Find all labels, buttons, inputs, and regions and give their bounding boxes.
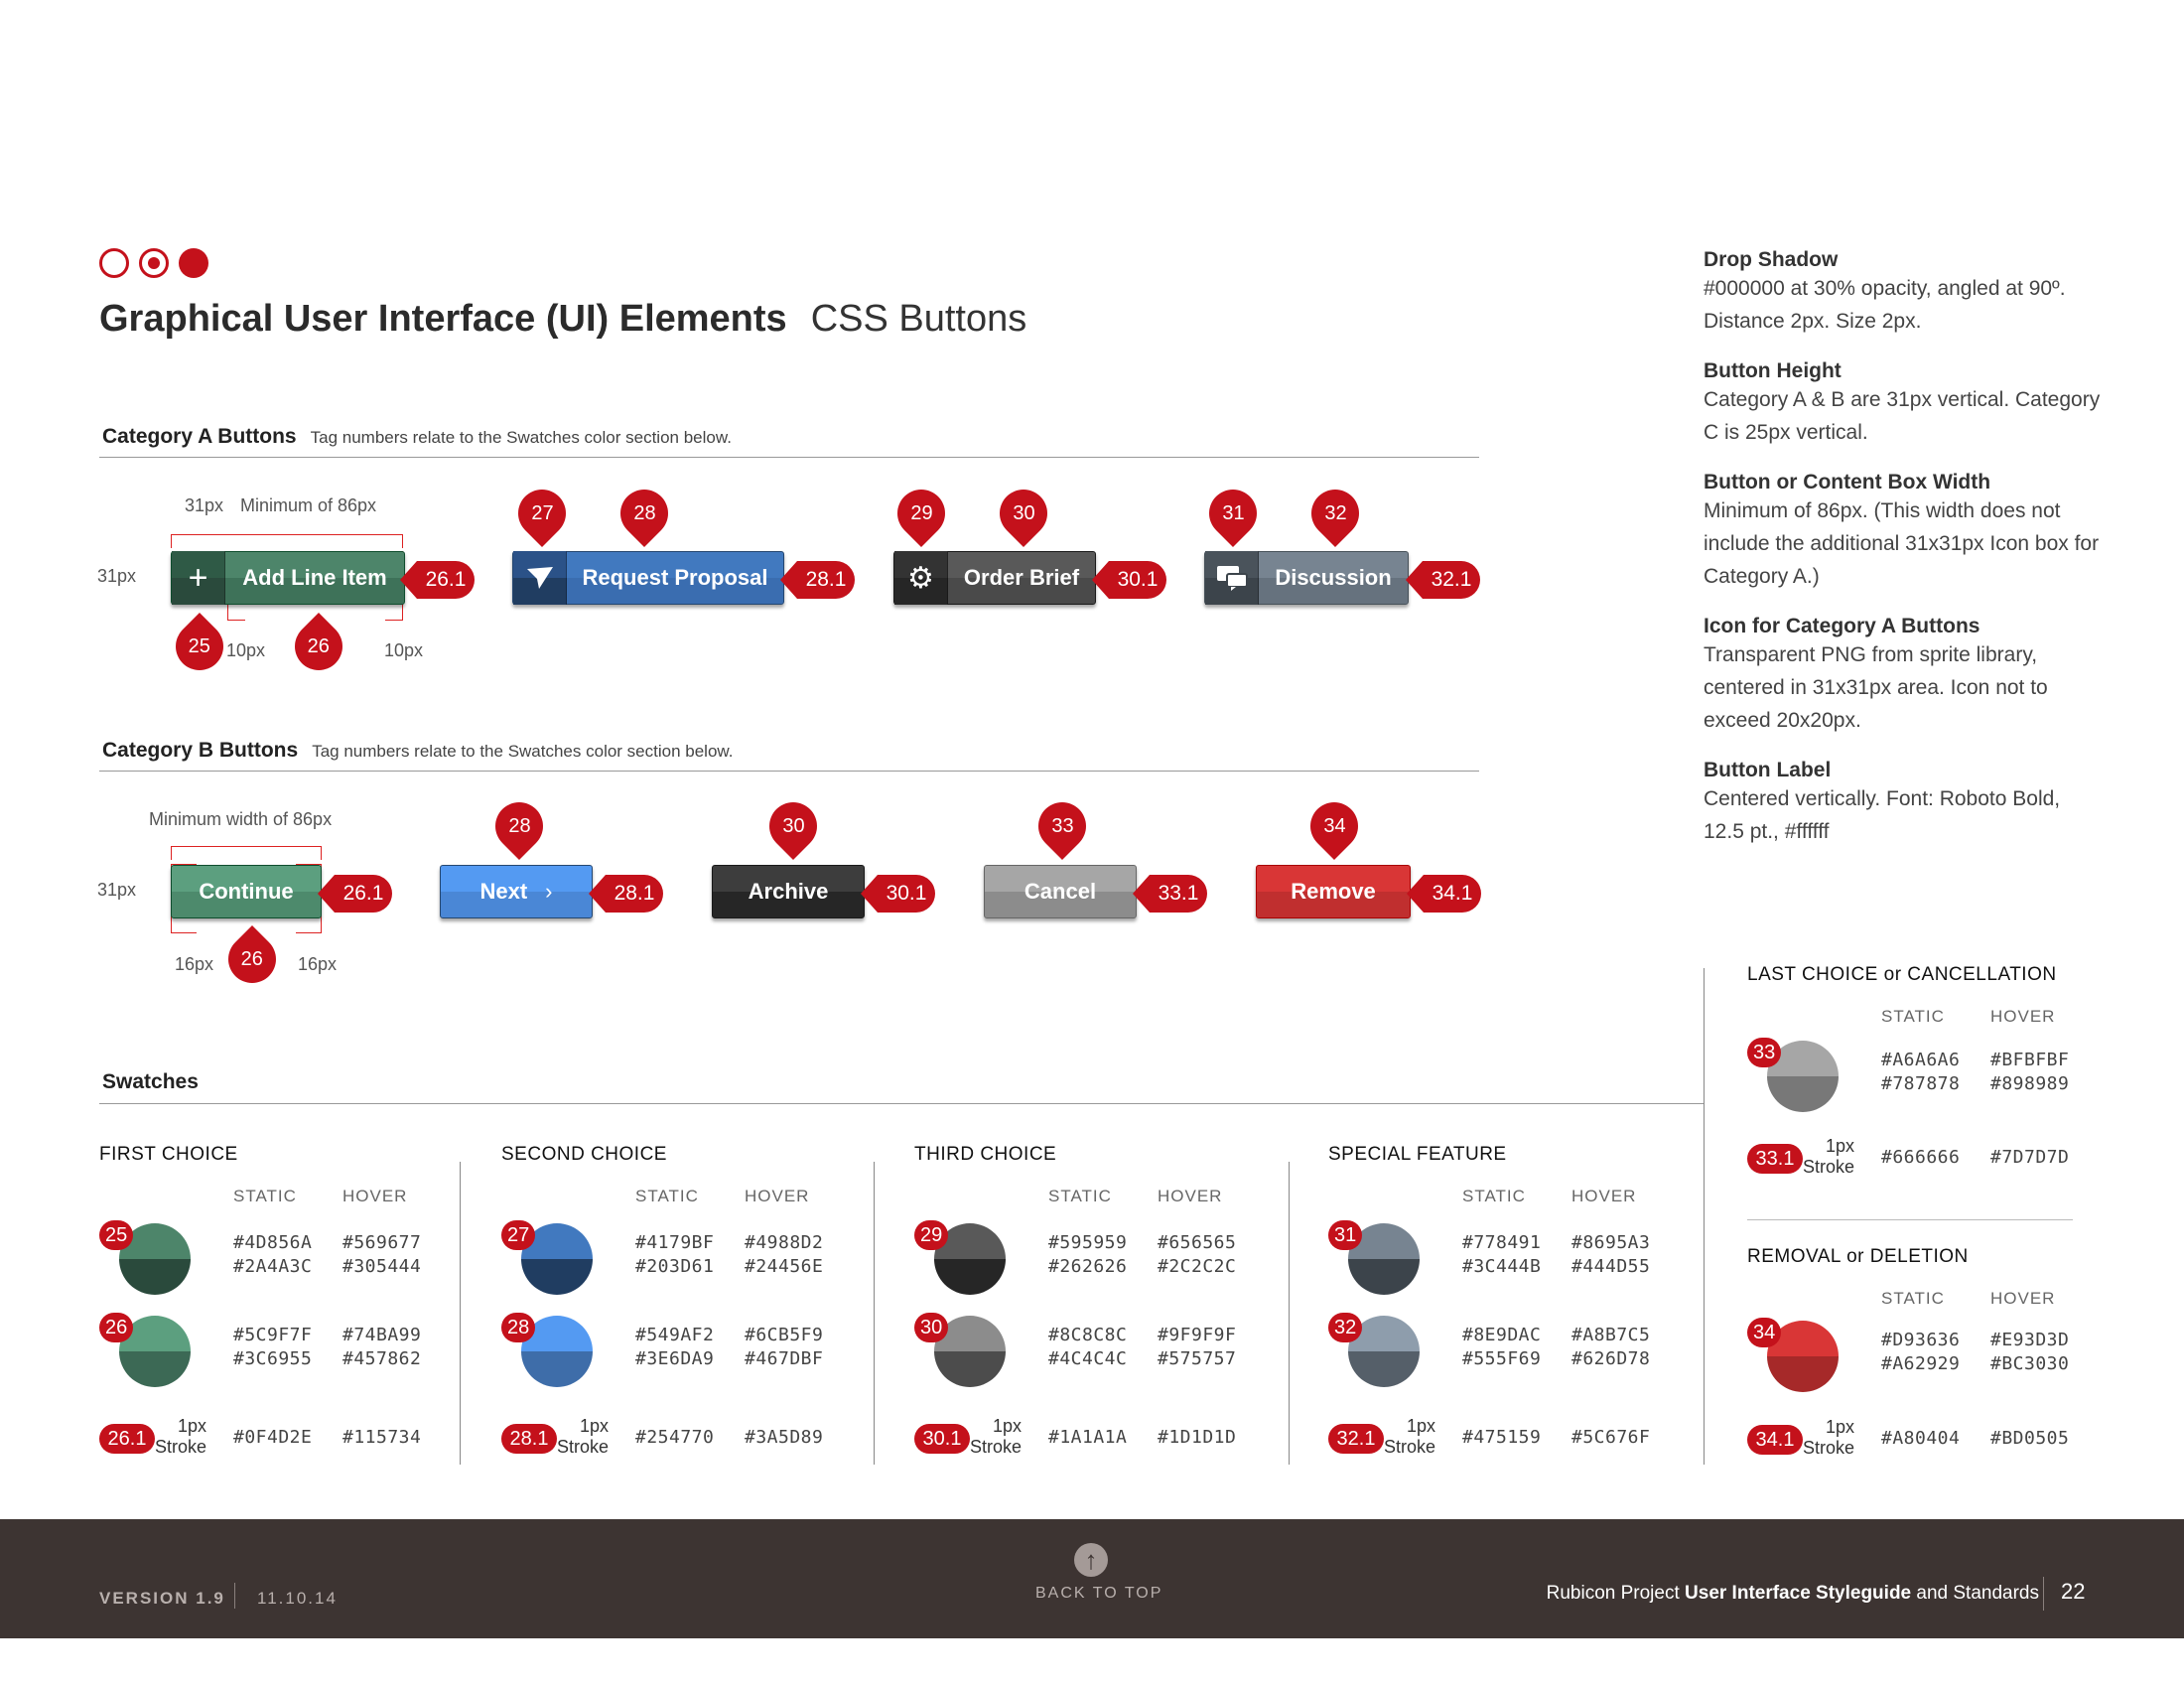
hover-hex [745, 1231, 823, 1279]
stroke-label [155, 1416, 206, 1458]
stroke-text: Stroke [557, 1437, 610, 1457]
button-label: Next [479, 879, 528, 904]
circle-filled-icon [179, 248, 208, 278]
dim-pad-10b: 10px [384, 640, 424, 660]
static-hex [1881, 1049, 1960, 1096]
tag-29: 29 [887, 480, 955, 547]
stroke-hover-hex: #BD0505 [1990, 1428, 2070, 1449]
hex-value: #787878 [1881, 1073, 1961, 1094]
hex-value: #6CB5F9 [745, 1325, 824, 1345]
hex-value: #D93636 [1881, 1330, 1961, 1350]
chevron-right-icon: › [545, 879, 553, 904]
stroke-static-hex: #254770 [635, 1427, 715, 1448]
back-to-top-link[interactable]: BACK TO TOP [1035, 1585, 1163, 1602]
hover-header: HOVER [342, 1187, 408, 1205]
hex-value: #2C2C2C [1158, 1256, 1237, 1277]
stroke-text: 1px [993, 1416, 1023, 1436]
stroke-number: 28.1 [501, 1424, 557, 1454]
tag-28-1: 28.1 [606, 875, 663, 913]
hex-value: #549AF2 [635, 1325, 715, 1345]
swatch-number: 29 [914, 1220, 948, 1250]
stroke-hover-hex: #7D7D7D [1990, 1147, 2070, 1168]
add-line-item-button[interactable] [171, 551, 405, 605]
button-label: Order Brief [963, 565, 1080, 590]
tag-28: 28 [485, 792, 553, 860]
version-label: VERSION 1.9 [99, 1589, 225, 1608]
hex-value: #467DBF [745, 1348, 824, 1369]
gear-icon: ⚙ [894, 551, 948, 605]
static-header: STATIC [1048, 1187, 1112, 1205]
hover-header: HOVER [1990, 1289, 2056, 1308]
stroke-number: 34.1 [1747, 1425, 1803, 1455]
hex-value: #74BA99 [342, 1325, 422, 1345]
stroke-static-hex: #666666 [1881, 1147, 1961, 1168]
hex-value: #BC3030 [1990, 1353, 2070, 1374]
hex-value: #4179BF [635, 1232, 715, 1253]
divider [99, 771, 1479, 772]
hex-value: #626D78 [1571, 1348, 1651, 1369]
static-header: STATIC [1881, 1007, 1945, 1026]
tag-26: 26 [218, 925, 286, 993]
hex-value: #A6A6A6 [1881, 1050, 1961, 1070]
swatch-bottom [521, 1259, 593, 1295]
hex-value: #9F9F9F [1158, 1325, 1237, 1345]
divider [1747, 1219, 2073, 1220]
static-header: STATIC [233, 1187, 297, 1205]
hover-hex [1571, 1231, 1650, 1279]
hover-header: HOVER [745, 1187, 810, 1205]
swatch-bottom [119, 1351, 191, 1387]
hex-value: #A62929 [1881, 1353, 1961, 1374]
button-label: Discussion [1275, 565, 1392, 590]
swatch-bottom [934, 1351, 1006, 1387]
hover-hex [1158, 1324, 1236, 1371]
hex-value: #555F69 [1462, 1348, 1542, 1369]
swatches-title: Swatches [102, 1070, 199, 1093]
tag-28-1: 28.1 [797, 561, 855, 599]
tag-26-1: 26.1 [417, 561, 475, 599]
button-label: Remove [1291, 879, 1376, 904]
stroke-static-hex: #1A1A1A [1048, 1427, 1128, 1448]
swatch-bottom [1348, 1259, 1420, 1295]
column-divider [874, 1162, 875, 1465]
page-number: 22 [2061, 1579, 2086, 1604]
category-b-note: Tag numbers relate to the Swatches color section below. [312, 742, 734, 761]
column-divider [1704, 968, 1705, 1465]
category-a-title: Category A Buttons Tag numbers relate to the Swatches color section below. [102, 425, 732, 448]
tag-30-1: 30.1 [878, 875, 935, 913]
page-title: Graphical User Interface (UI) Elements CSS Buttons [99, 298, 1027, 340]
hex-value: #3C444B [1462, 1256, 1542, 1277]
stroke-static-hex: #A80404 [1881, 1428, 1961, 1449]
static-hex [1881, 1329, 1960, 1376]
hover-hex [1571, 1324, 1650, 1371]
dim-height-31: 31px [97, 880, 137, 900]
stroke-text: Stroke [1803, 1438, 1855, 1458]
hex-value: #4988D2 [745, 1232, 824, 1253]
swatch-bottom [521, 1351, 593, 1387]
hex-value: #8C8C8C [1048, 1325, 1128, 1345]
stroke-hover-hex: #115734 [342, 1427, 422, 1448]
divider [99, 457, 1479, 458]
stroke-text: Stroke [1803, 1157, 1855, 1177]
tag-32: 32 [1301, 480, 1369, 547]
tag-34-1: 34.1 [1424, 875, 1481, 913]
button-label: Add Line Item [242, 565, 387, 590]
hover-hex [342, 1324, 421, 1371]
static-hex [635, 1324, 714, 1371]
request-proposal-button[interactable] [512, 551, 784, 605]
swatch-number: 31 [1328, 1220, 1362, 1250]
dim-min-86: Minimum of 86px [240, 495, 377, 515]
stroke-number: 26.1 [99, 1424, 155, 1454]
cancel-button[interactable] [984, 865, 1137, 918]
stroke-label [557, 1416, 609, 1458]
tag-33: 33 [1028, 792, 1096, 860]
static-header: STATIC [1881, 1289, 1945, 1308]
group-title: REMOVAL or DELETION [1747, 1246, 1969, 1267]
hex-value: #569677 [342, 1232, 422, 1253]
date-label: 11.10.14 [257, 1589, 338, 1608]
hover-hex [1158, 1231, 1236, 1279]
hex-value: #595959 [1048, 1232, 1128, 1253]
stroke-number: 33.1 [1747, 1144, 1803, 1174]
discussion-button[interactable] [1204, 551, 1409, 605]
tag-30: 30 [759, 792, 827, 860]
spec-icon: Icon for Category A Buttons Transparent PNG from sprite library, centered in 31x31px area. Icon not to exceed 20x20px. [1704, 615, 2048, 732]
stroke-text: 1px [178, 1416, 207, 1436]
chat-bubbles-icon [1205, 551, 1259, 605]
hex-value: #575757 [1158, 1348, 1237, 1369]
swatch-bottom [1767, 1356, 1839, 1392]
hover-hex [1990, 1049, 2069, 1096]
hex-value: #4C4C4C [1048, 1348, 1128, 1369]
column-divider [460, 1162, 461, 1465]
category-b-title: Category B Buttons Tag numbers relate to the Swatches color section below. [102, 739, 734, 762]
swatch-bottom [119, 1259, 191, 1295]
group-title: LAST CHOICE or CANCELLATION [1747, 964, 2057, 985]
stroke-text: Stroke [1384, 1437, 1436, 1457]
hex-value: #E93D3D [1990, 1330, 2070, 1350]
spec-notes [1704, 226, 2101, 848]
stroke-number: 30.1 [914, 1424, 970, 1454]
tag-27: 27 [508, 480, 576, 547]
category-a-note: Tag numbers relate to the Swatches color section below. [310, 428, 732, 447]
static-header: STATIC [1462, 1187, 1526, 1205]
hex-value: #898989 [1990, 1073, 2070, 1094]
tag-31: 31 [1199, 480, 1267, 547]
hex-value: #444D55 [1571, 1256, 1651, 1277]
swatch-bottom [1348, 1351, 1420, 1387]
swatch-bottom [1767, 1076, 1839, 1112]
circle-dot-icon [139, 248, 169, 278]
tag-26-1: 26.1 [335, 875, 392, 913]
spec-drop-shadow: Drop Shadow #000000 at 30% opacity, angled at 90º. Distance 2px. Size 2px. [1704, 248, 2066, 333]
hex-value: #656565 [1158, 1232, 1237, 1253]
tag-30-1: 30.1 [1109, 561, 1166, 599]
static-hex [1048, 1324, 1127, 1371]
next-button[interactable] [440, 865, 593, 918]
hex-value: #2A4A3C [233, 1256, 313, 1277]
dim-bracket [171, 534, 403, 548]
stroke-text: 1px [1826, 1417, 1855, 1437]
spec-button-height: Button Height Category A & B are 31px vertical. Category C is 25px vertical. [1704, 359, 2101, 444]
tag-32-1: 32.1 [1423, 561, 1480, 599]
hex-value: #3E6DA9 [635, 1348, 715, 1369]
stroke-label [970, 1416, 1022, 1458]
tag-25: 25 [166, 613, 233, 680]
divider [2043, 1577, 2044, 1611]
static-hex [233, 1324, 312, 1371]
swatch-bottom [934, 1259, 1006, 1295]
hex-value: #262626 [1048, 1256, 1128, 1277]
stroke-text: Stroke [970, 1437, 1023, 1457]
group-title: THIRD CHOICE [914, 1144, 1057, 1165]
hover-header: HOVER [1571, 1187, 1637, 1205]
button-label: Request Proposal [582, 565, 768, 590]
swatch-number: 27 [501, 1220, 535, 1250]
stroke-label [1384, 1416, 1435, 1458]
spec-button-width: Button or Content Box Width Minimum of 86px. (This width does not include the additional 31x31px Icon box for Category A.) [1704, 471, 2100, 588]
dim-height-31: 31px [97, 566, 137, 586]
remove-button[interactable] [1256, 865, 1411, 918]
tag-34: 34 [1300, 792, 1368, 860]
dim-width-31: 31px [185, 495, 224, 515]
stroke-text: 1px [580, 1416, 610, 1436]
group-title: SPECIAL FEATURE [1328, 1144, 1507, 1165]
divider [234, 1583, 235, 1609]
order-brief-button[interactable] [893, 551, 1096, 605]
stroke-text: 1px [1826, 1136, 1855, 1156]
plus-icon: + [172, 551, 225, 605]
hex-value: #203D61 [635, 1256, 715, 1277]
hex-value: #8E9DAC [1462, 1325, 1542, 1345]
stroke-label [1803, 1417, 1854, 1459]
hex-value: #24456E [745, 1256, 824, 1277]
hex-value: #778491 [1462, 1232, 1542, 1253]
static-header: STATIC [635, 1187, 699, 1205]
stroke-number: 32.1 [1328, 1424, 1384, 1454]
back-to-top-icon[interactable]: ↑ [1074, 1543, 1108, 1577]
swatch-number: 28 [501, 1313, 535, 1342]
stroke-hover-hex: #5C676F [1571, 1427, 1651, 1448]
tag-30: 30 [990, 480, 1057, 547]
swatch-number: 30 [914, 1313, 948, 1342]
hover-header: HOVER [1990, 1007, 2056, 1026]
tag-26: 26 [285, 613, 352, 680]
dim-pad-16a: 16px [175, 954, 214, 974]
static-hex [1462, 1231, 1541, 1279]
tag-28: 28 [611, 480, 678, 547]
column-divider [1289, 1162, 1290, 1465]
button-label: Archive [748, 879, 829, 904]
hex-value: #8695A3 [1571, 1232, 1651, 1253]
hex-value: #BFBFBF [1990, 1050, 2070, 1070]
hex-value: #457862 [342, 1348, 422, 1369]
swatch-number: 25 [99, 1220, 133, 1250]
stroke-text: Stroke [155, 1437, 207, 1457]
dim-bracket [171, 846, 322, 860]
hover-hex [745, 1324, 823, 1371]
dim-min-86: Minimum width of 86px [149, 809, 333, 829]
hover-hex [342, 1231, 421, 1279]
hex-value: #3C6955 [233, 1348, 313, 1369]
static-hex [635, 1231, 714, 1279]
group-title: SECOND CHOICE [501, 1144, 667, 1165]
swatch-number: 26 [99, 1313, 133, 1342]
dim-pad-10a: 10px [226, 640, 266, 660]
static-hex [1048, 1231, 1127, 1279]
stroke-text: 1px [1407, 1416, 1436, 1436]
stroke-static-hex: #475159 [1462, 1427, 1542, 1448]
page-subtitle: CSS Buttons [810, 298, 1027, 340]
hover-hex [1990, 1329, 2069, 1376]
stroke-hover-hex: #1D1D1D [1158, 1427, 1237, 1448]
paper-plane-icon [513, 551, 567, 605]
static-hex [233, 1231, 312, 1279]
divider [99, 1103, 1704, 1104]
button-label: Cancel [1024, 879, 1097, 904]
hover-header: HOVER [1158, 1187, 1223, 1205]
hex-value: #A8B7C5 [1571, 1325, 1651, 1345]
hex-value: #305444 [342, 1256, 422, 1277]
stroke-label [1803, 1136, 1854, 1178]
button-label: Continue [199, 879, 294, 904]
brand-line: Rubicon Project User Interface Styleguide and Standards [1546, 1583, 2039, 1604]
stroke-static-hex: #0F4D2E [233, 1427, 313, 1448]
group-title: FIRST CHOICE [99, 1144, 238, 1165]
dim-pad-16b: 16px [298, 954, 338, 974]
tag-33-1: 33.1 [1150, 875, 1207, 913]
swatch-number: 32 [1328, 1313, 1362, 1342]
continue-button[interactable] [171, 865, 322, 918]
static-hex [1462, 1324, 1541, 1371]
swatch-number: 33 [1747, 1038, 1781, 1067]
stroke-hover-hex: #3A5D89 [745, 1427, 824, 1448]
spec-label: Button Label Centered vertically. Font: Roboto Bold, 12.5 pt., #ffffff [1704, 759, 2061, 843]
hex-value: #5C9F7F [233, 1325, 313, 1345]
swatch-number: 34 [1747, 1318, 1781, 1347]
circle-outline-icon [99, 248, 129, 278]
archive-button[interactable] [712, 865, 865, 918]
footer [0, 1519, 2184, 1638]
hex-value: #4D856A [233, 1232, 313, 1253]
